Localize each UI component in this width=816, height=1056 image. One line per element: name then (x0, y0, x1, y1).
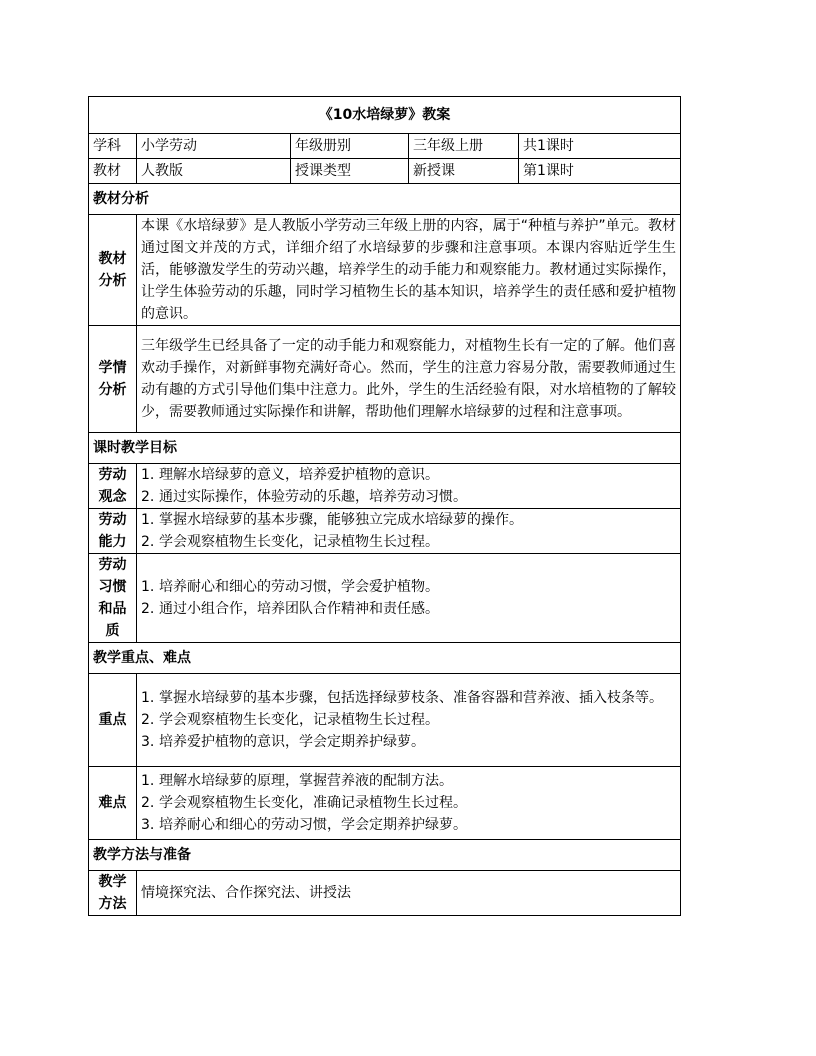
meta-subject-label: 学科 (89, 134, 137, 159)
objective-points-habit (137, 554, 681, 643)
textbook-analysis-text: 本课《水培绿萝》是人教版小学劳动三年级上册的内容，属于“种植与养护”单元。教材通过图文并茂的方式，详细介绍了水培绿萝的步骤和注意事项。本课内容贴近学生生活，能够激发学生的劳动兴趣，培养学生的动手能力和观察能力。教材通过实际操作，让学生体验劳动的乐趣，同时学习植物生长的基本知识，培养学生的责任感和爱护植物的意识。 (137, 215, 681, 326)
objective-label-ability: 劳动能力 (89, 509, 137, 554)
list-item: 1. 理解水培绿萝的原理，掌握营养液的配制方法。 (141, 773, 453, 789)
meta-grade-label: 年级册别 (291, 134, 409, 159)
focus-points (137, 674, 681, 767)
document-title: 《10水培绿萝》教案 (89, 97, 681, 134)
meta-total-hours: 共1课时 (519, 134, 681, 159)
list-item: 3. 培养耐心和细心的劳动习惯，学会定期养护绿萝。 (141, 817, 467, 833)
list-item: 3. 培养爱护植物的意识，学会定期养护绿萝。 (141, 734, 425, 750)
difficulty-label: 难点 (89, 767, 137, 840)
section-keypoints (89, 643, 681, 674)
objective-points-concept (137, 464, 681, 509)
list-item: 2. 学会观察植物生长变化，记录植物生长过程。 (141, 534, 439, 550)
student-analysis-text: 三年级学生已经具备了一定的动手能力和观察能力，对植物生长有一定的了解。他们喜欢动手操作，对新鲜事物充满好奇心。然而，学生的注意力容易分散，需要教师通过生动有趣的方式引导他们集中注意力。此外，学生的生活经验有限，对水培植物的了解较少，需要教师通过实际操作和讲解，帮助他们理解水培绿萝的过程和注意事项。 (137, 326, 681, 433)
meta-row-2 (89, 159, 681, 184)
lesson-plan-page (88, 96, 680, 916)
methods-text: 情境探究法、合作探究法、讲授法 (137, 871, 681, 916)
meta-current-hour: 第1课时 (519, 159, 681, 184)
objective-row-concept (89, 464, 681, 509)
list-item: 1. 培养耐心和细心的劳动习惯，学会爱护植物。 (141, 579, 439, 595)
methods-row (89, 871, 681, 916)
list-item: 1. 掌握水培绿萝的基本步骤，包括选择绿萝枝条、准备容器和营养液、插入枝条等。 (141, 690, 663, 706)
difficulty-points (137, 767, 681, 840)
meta-textbook-value: 人教版 (137, 159, 291, 184)
meta-type-value: 新授课 (409, 159, 519, 184)
section-methods (89, 840, 681, 871)
meta-grade-value: 三年级上册 (409, 134, 519, 159)
objective-points-ability (137, 509, 681, 554)
title-row (89, 97, 681, 134)
methods-label: 教学方法 (89, 871, 137, 916)
section-heading-methods: 教学方法与准备 (89, 840, 681, 871)
section-analysis (89, 184, 681, 215)
section-heading-keypoints: 教学重点、难点 (89, 643, 681, 674)
meta-row-1 (89, 134, 681, 159)
meta-textbook-label: 教材 (89, 159, 137, 184)
textbook-analysis-label: 教材分析 (89, 215, 137, 326)
list-item: 2. 学会观察植物生长变化，准确记录植物生长过程。 (141, 795, 467, 811)
lesson-plan-table (88, 96, 681, 916)
student-analysis-row (89, 326, 681, 433)
list-item: 2. 学会观察植物生长变化，记录植物生长过程。 (141, 712, 439, 728)
section-objectives (89, 433, 681, 464)
meta-subject-value: 小学劳动 (137, 134, 291, 159)
list-item: 1. 理解水培绿萝的意义，培养爱护植物的意识。 (141, 467, 439, 483)
section-heading-analysis: 教材分析 (89, 184, 681, 215)
focus-row (89, 674, 681, 767)
section-heading-objectives: 课时教学目标 (89, 433, 681, 464)
objective-row-ability (89, 509, 681, 554)
list-item: 2. 通过实际操作，体验劳动的乐趣，培养劳动习惯。 (141, 489, 467, 505)
focus-label: 重点 (89, 674, 137, 767)
difficulty-row (89, 767, 681, 840)
meta-type-label: 授课类型 (291, 159, 409, 184)
objective-label-habit: 劳动习惯和品质 (89, 554, 137, 643)
student-analysis-label: 学情分析 (89, 326, 137, 433)
list-item: 2. 通过小组合作，培养团队合作精神和责任感。 (141, 601, 439, 617)
objective-row-habit (89, 554, 681, 643)
textbook-analysis-row (89, 215, 681, 326)
objective-label-concept: 劳动观念 (89, 464, 137, 509)
list-item: 1. 掌握水培绿萝的基本步骤，能够独立完成水培绿萝的操作。 (141, 512, 523, 528)
